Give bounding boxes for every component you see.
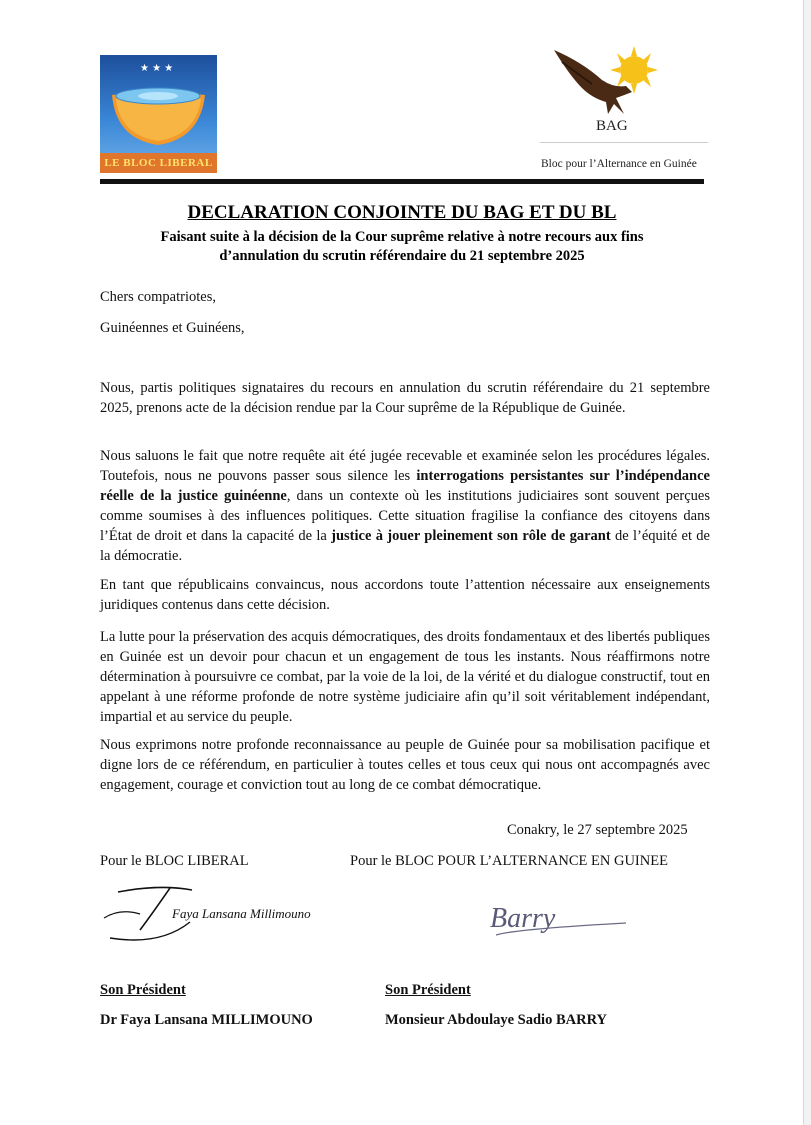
subtitle-line: Faisant suite à la décision de la Cour suprême relative à notre recours aux fins — [160, 229, 644, 245]
left-signature-script: Faya Lansana Millimouno — [172, 906, 311, 921]
header-rule — [100, 179, 704, 184]
subtitle-line: d’annulation du scrutin référendaire du 21 septembre 2025 — [219, 248, 585, 264]
greeting-compatriotes: Chers compatriotes, — [100, 289, 216, 305]
bloc-liberal-logo-text: LE BLOC LIBERAL — [100, 153, 217, 173]
paragraph-3: En tant que républicains convaincus, nous accordons toute l’attention nécessaire aux enseignements juridiques contenus dans cette décision. — [100, 577, 710, 613]
bag-divider — [540, 142, 708, 143]
paragraph-1: Nous, partis politiques signataires du recours en annulation du scrutin référendaire du 21 septembre 2025, prenons acte de la décision rendue par la Cour suprême de la République de Guinée. — [100, 380, 710, 416]
right-president-name: Monsieur Abdoulaye Sadio BARRY — [385, 1012, 608, 1028]
left-signatory-label: Pour le BLOC LIBERAL — [100, 853, 249, 869]
paragraph-2-emphasis: justice à jouer pleinement son rôle de garant — [331, 528, 611, 544]
greeting-guineens: Guinéennes et Guinéens, — [100, 320, 245, 336]
paragraph-2 — [100, 446, 710, 566]
declaration-subtitle — [100, 228, 704, 266]
right-signature — [476, 893, 636, 941]
right-president-title: Son Président — [385, 982, 471, 998]
paragraph-2-text: Nous saluons le fait que notre requête ait été jugée recevable et examinée selon les procédures légales. Toutefois, nous ne pouvons passer sous silence les — [100, 448, 710, 484]
bag-logo-text: BAG — [596, 118, 628, 134]
bloc-liberal-logo — [100, 55, 217, 173]
date-line: Conakry, le 27 septembre 2025 — [507, 822, 688, 838]
right-signature-script: Barry — [490, 903, 556, 934]
left-president-title: Son Président — [100, 982, 186, 998]
left-president-name: Dr Faya Lansana MILLIMOUNO — [100, 1012, 313, 1028]
paragraph-2-text: de l’équité et de la démocratie. — [100, 528, 710, 564]
bag-subtitle: Bloc pour l’Alternance en Guinée — [541, 158, 697, 170]
left-signature — [100, 880, 360, 942]
paragraph-5: Nous exprimons notre profonde reconnaissance au peuple de Guinée pour sa mobilisation pacifique et digne lors de ce référendum, en particulier à toutes celles et tous ceux qui nous ont accompagnés avec engagement, courage et conviction tout au long de ce combat démocratique. — [100, 737, 710, 793]
declaration-title: DECLARATION CONJOINTE DU BAG ET DU BL — [187, 202, 617, 223]
paragraph-2-emphasis: interrogations persistantes sur l’indépendance réelle de la justice guinéenne — [100, 468, 710, 504]
paragraph-4: La lutte pour la préservation des acquis démocratiques, des droits fondamentaux et des libertés publiques en Guinée est un devoir pour chacun et un engagement de tous les instants. Nous réaffirmons notre détermination à poursuivre ce combat, par la voie de la loi, de la vérité et du dialogue constructif, tout en appelant à une réforme profonde de notre système judiciaire afin qu’il soit véritablement indépendant, impartial et au service du peuple. — [100, 629, 710, 725]
paragraph-2-text: , dans un contexte où les institutions judiciaires sont souvent perçues comme soumises à des influences politiques. Cette situation fragilise la confiance des citoyens dans l’État de droit et dans la capacité de la — [100, 488, 710, 544]
right-signatory-label: Pour le BLOC POUR L’ALTERNANCE EN GUINEE — [350, 853, 668, 869]
svg-text:★ ★ ★: ★ ★ ★ — [140, 63, 174, 74]
